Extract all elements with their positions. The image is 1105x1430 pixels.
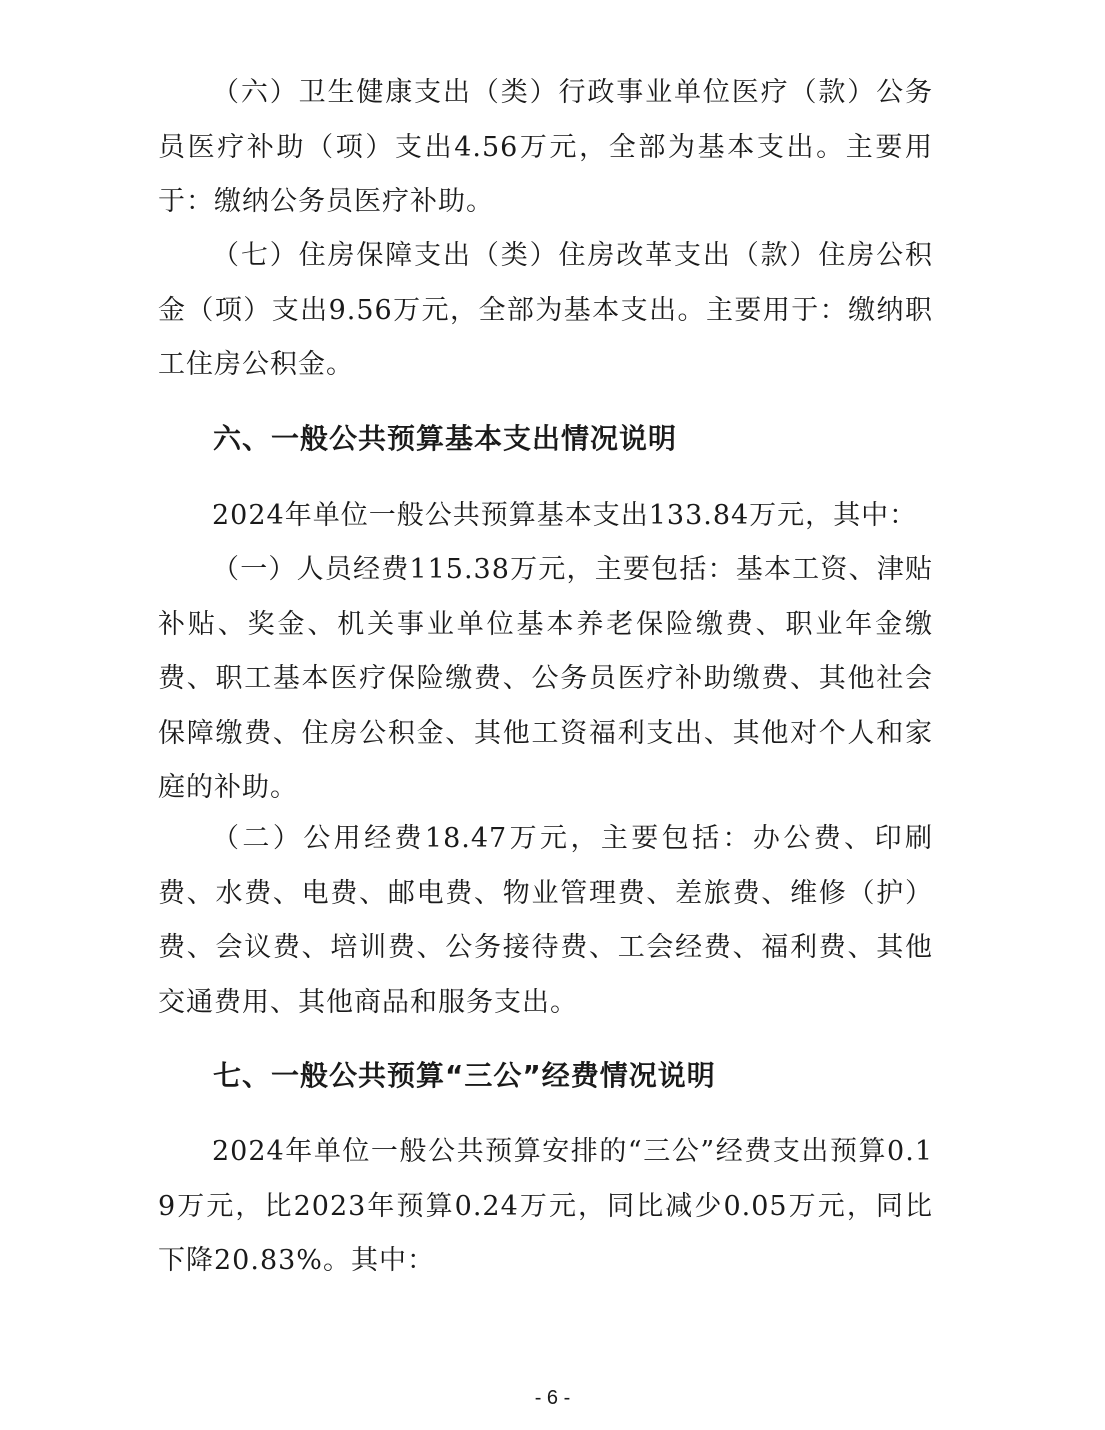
section-7-heading: 七、一般公共预算“三公”经费情况说明 <box>213 1059 716 1092</box>
personnel-expenses-paragraph: （一）人员经费115.38万元，主要包括：基本工资、津贴补贴、奖金、机关事业单位基本养老保险缴费、职业年金缴费、职工基本医疗保险缴费、公务员医疗补助缴费、其他社会保障缴费、住房公积金、其他工资福利支出、其他对个人和家庭的补助。 <box>158 554 933 803</box>
section-6-intro: 2024年单位一般公共预算基本支出133.84万元，其中： <box>212 500 918 531</box>
page-number: - 6 - <box>534 1387 571 1409</box>
paragraph-housing-expenditure: （七）住房保障支出（类）住房改革支出（款）住房公积金（项）支出9.56万元，全部为基本支出。主要用于：缴纳职工住房公积金。 <box>158 240 933 380</box>
public-expenses-paragraph: （二）公用经费18.47万元，主要包括：办公费、印刷费、水费、电费、邮电费、物业管理费、差旅费、维修（护）费、会议费、培训费、公务接待费、工会经费、福利费、其他交通费用、其他商品和服务支出。 <box>158 823 933 1018</box>
section-6-heading: 六、一般公共预算基本支出情况说明 <box>213 422 678 455</box>
section-7-intro: 2024年单位一般公共预算安排的“三公”经费支出预算0.19万元，比2023年预算0.24万元，同比减少0.05万元，同比下降20.83%。其中： <box>158 1136 933 1276</box>
paragraph-health-expenditure: （六）卫生健康支出（类）行政事业单位医疗（款）公务员医疗补助（项）支出4.56万元，全部为基本支出。主要用于：缴纳公务员医疗补助。 <box>158 77 933 217</box>
